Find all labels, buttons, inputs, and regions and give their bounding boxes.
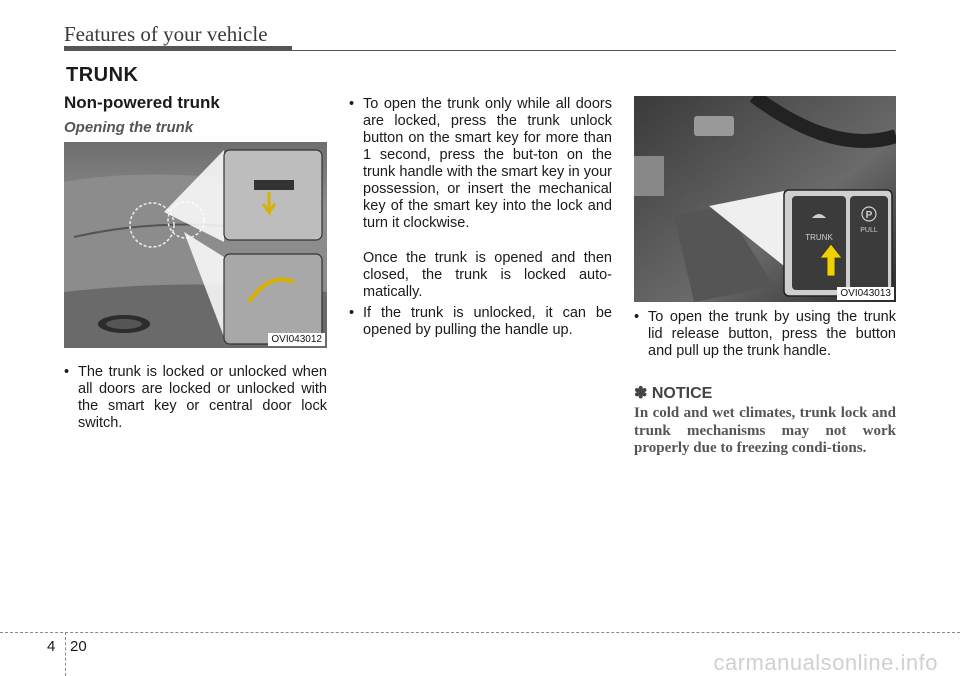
park-button-label: P [865,210,873,221]
page-header-title: Features of your vehicle [64,22,268,46]
header-bar [64,46,292,51]
col2-bullet-2: • If the trunk is unlocked, it can be opened by pulling the handle up. [349,305,612,339]
footer-divider [65,632,66,676]
col2-paragraph: Once the trunk is opened and then closed, the trunk is locked auto-matically. [363,250,612,300]
trunk-release-button-figure [634,96,896,302]
dashboard-illustration [634,96,896,302]
col1-bullet: • The trunk is locked or unlocked when all doors are locked or unlocked with the smart key or central door lock switch. [64,364,327,432]
trunk-exterior-figure [64,142,327,348]
col3-bullet: • To open the trunk by using the trunk lid release button, press the button and pull up the trunk handle. [634,309,896,360]
figure-code: OVI043013 [837,287,894,300]
notice-title: ✽ NOTICE [634,385,713,402]
figure-code: OVI043012 [268,333,325,346]
trunk-exterior-illustration [64,142,327,348]
section-title: TRUNK [66,64,139,86]
col2-bullet-1: • To open the trunk only while all doors are locked, press the trunk unlock button on the smart key for more than 1 second, press the but-ton on the trunk handle with the smart key in your possession, or insert the mechanical key of the smart key into the lock and turn it clockwise. [349,96,612,232]
watermark: carmanualsonline.info [713,650,938,675]
subsection-title: Non-powered trunk [64,93,220,112]
trunk-button-label: TRUNK [805,233,833,242]
notice-body: In cold and wet climates, trunk lock and trunk mechanisms may not work properly due to freezing condi-tions. [634,405,896,456]
footer-rule [0,632,960,633]
subheading: Opening the trunk [64,119,194,136]
page-number: 20 [70,638,87,655]
header-rule [292,50,896,51]
pull-label: PULL [860,227,878,234]
chapter-number: 4 [47,638,56,655]
